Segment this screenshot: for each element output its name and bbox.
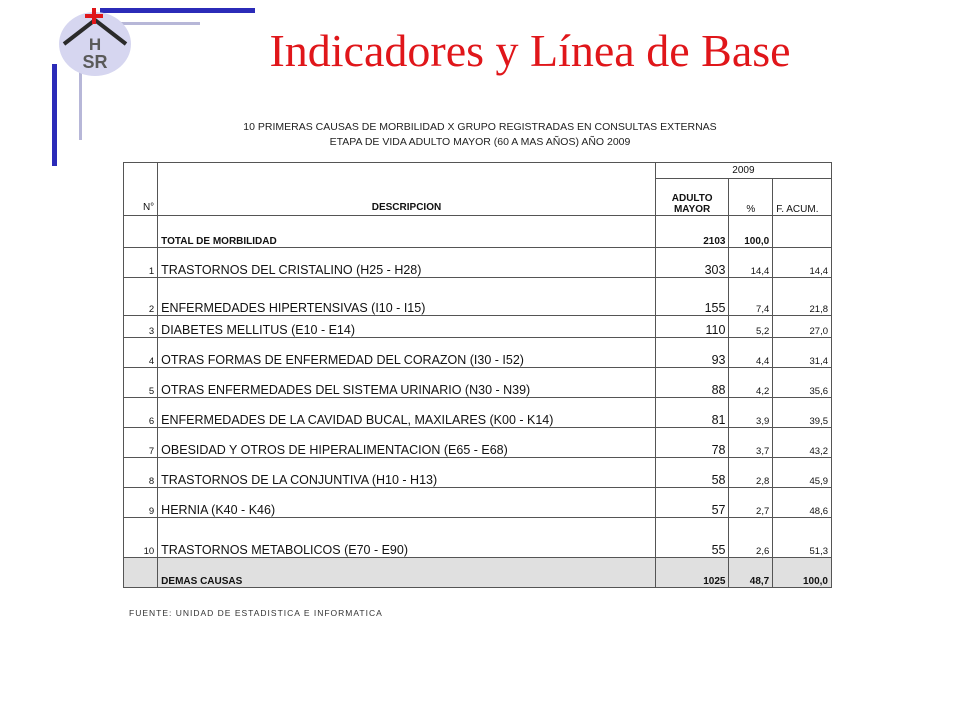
demas-label: DEMAS CAUSAS xyxy=(158,558,656,588)
row-number: 4 xyxy=(124,338,158,368)
row-number: 9 xyxy=(124,488,158,518)
source-note: FUENTE: UNIDAD DE ESTADISTICA E INFORMATICA xyxy=(129,608,383,618)
row-percent: 4,4 xyxy=(729,338,773,368)
row-acum: 43,2 xyxy=(773,428,832,458)
row-description: OTRAS ENFERMEDADES DEL SISTEMA URINARIO (N30 - N39) xyxy=(158,368,656,398)
table-subtitle xyxy=(180,120,780,150)
row-description: OTRAS FORMAS DE ENFERMEDAD DEL CORAZON (I30 - I52) xyxy=(158,338,656,368)
row-number: 2 xyxy=(124,278,158,316)
table-row xyxy=(124,248,832,278)
table-row xyxy=(124,428,832,458)
total-percent: 100,0 xyxy=(729,216,773,248)
row-number: 3 xyxy=(124,316,158,338)
total-no-cell xyxy=(124,216,158,248)
row-acum: 39,5 xyxy=(773,398,832,428)
row-description: ENFERMEDADES HIPERTENSIVAS (I10 - I15) xyxy=(158,278,656,316)
demas-percent: 48,7 xyxy=(729,558,773,588)
row-acum: 45,9 xyxy=(773,458,832,488)
header-no: N° xyxy=(124,163,158,216)
row-value: 55 xyxy=(655,518,729,558)
row-description: OBESIDAD Y OTROS DE HIPERALIMENTACION (E65 - E68) xyxy=(158,428,656,458)
page-title: Indicadores y Línea de Base xyxy=(269,25,791,76)
header-adulto: ADULTO xyxy=(671,193,713,204)
row-acum: 21,8 xyxy=(773,278,832,316)
row-number: 6 xyxy=(124,398,158,428)
row-percent: 2,8 xyxy=(729,458,773,488)
header-acum: F. ACUM. xyxy=(773,179,832,216)
demas-value: 1025 xyxy=(655,558,729,588)
header-year: 2009 xyxy=(655,163,831,179)
total-label: TOTAL DE MORBILIDAD xyxy=(158,216,656,248)
demas-acum: 100,0 xyxy=(773,558,832,588)
row-acum: 27,0 xyxy=(773,316,832,338)
total-acum-cell xyxy=(773,216,832,248)
header-adulto-mayor xyxy=(655,179,729,216)
row-acum: 35,6 xyxy=(773,368,832,398)
row-value: 57 xyxy=(655,488,729,518)
logo-text-bottom: SR xyxy=(82,52,108,72)
table-row xyxy=(124,368,832,398)
row-percent: 3,7 xyxy=(729,428,773,458)
row-percent: 4,2 xyxy=(729,368,773,398)
row-percent: 3,9 xyxy=(729,398,773,428)
row-acum: 31,4 xyxy=(773,338,832,368)
row-number: 5 xyxy=(124,368,158,398)
morbidity-table xyxy=(123,162,832,588)
demas-no-cell xyxy=(124,558,158,588)
row-number: 8 xyxy=(124,458,158,488)
row-value: 93 xyxy=(655,338,729,368)
row-description: ENFERMEDADES DE LA CAVIDAD BUCAL, MAXILARES (K00 - K14) xyxy=(158,398,656,428)
total-value: 2103 xyxy=(655,216,729,248)
table-row xyxy=(124,316,832,338)
row-acum: 48,6 xyxy=(773,488,832,518)
row-percent: 2,6 xyxy=(729,518,773,558)
header-percent: % xyxy=(729,179,773,216)
table-row xyxy=(124,458,832,488)
row-number: 7 xyxy=(124,428,158,458)
row-acum: 14,4 xyxy=(773,248,832,278)
header-mayor: MAYOR xyxy=(673,204,711,215)
table-row xyxy=(124,338,832,368)
row-percent: 5,2 xyxy=(729,316,773,338)
row-number: 1 xyxy=(124,248,158,278)
row-percent: 2,7 xyxy=(729,488,773,518)
subtitle-line-2: ETAPA DE VIDA ADULTO MAYOR (60 A MAS AÑOS) AÑO 2009 xyxy=(329,136,631,148)
table-row xyxy=(124,518,832,558)
total-row xyxy=(124,216,832,248)
row-description: TRASTORNOS DEL CRISTALINO (H25 - H28) xyxy=(158,248,656,278)
row-value: 88 xyxy=(655,368,729,398)
row-description: HERNIA (K40 - K46) xyxy=(158,488,656,518)
row-acum: 51,3 xyxy=(773,518,832,558)
row-value: 155 xyxy=(655,278,729,316)
row-value: 110 xyxy=(655,316,729,338)
table-row xyxy=(124,278,832,316)
row-description: TRASTORNOS DE LA CONJUNTIVA (H10 - H13) xyxy=(158,458,656,488)
row-value: 81 xyxy=(655,398,729,428)
row-value: 78 xyxy=(655,428,729,458)
row-description: TRASTORNOS METABOLICOS (E70 - E90) xyxy=(158,518,656,558)
table-row xyxy=(124,398,832,428)
row-percent: 14,4 xyxy=(729,248,773,278)
logo-text-top: H xyxy=(88,35,102,54)
row-description: DIABETES MELLITUS (E10 - E14) xyxy=(158,316,656,338)
row-number: 10 xyxy=(124,518,158,558)
rows-body xyxy=(124,248,832,558)
subtitle-line-1: 10 PRIMERAS CAUSAS DE MORBILIDAD X GRUPO REGISTRADAS EN CONSULTAS EXTERNAS xyxy=(243,121,717,133)
demas-row xyxy=(124,558,832,588)
row-value: 58 xyxy=(655,458,729,488)
row-value: 303 xyxy=(655,248,729,278)
row-percent: 7,4 xyxy=(729,278,773,316)
table-row xyxy=(124,488,832,518)
header-description: DESCRIPCION xyxy=(158,163,656,216)
